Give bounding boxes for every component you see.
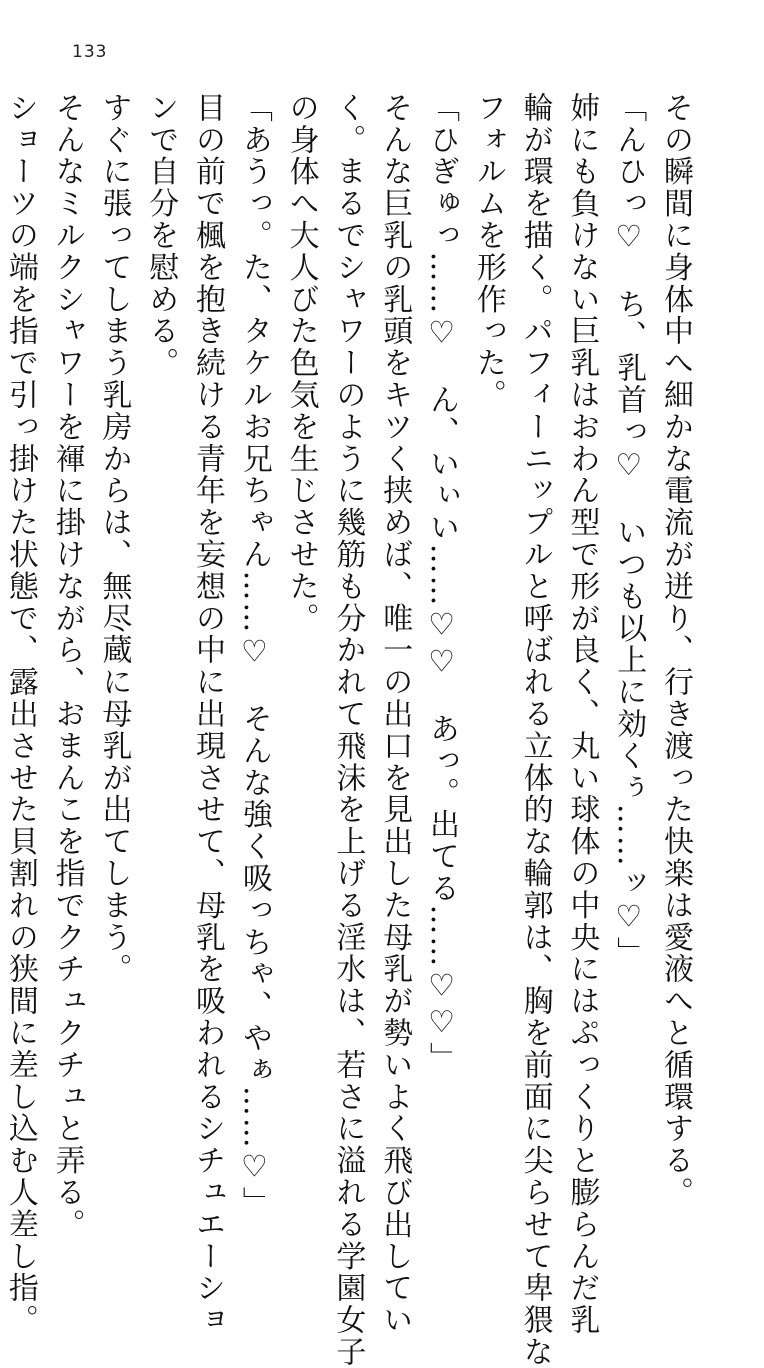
- text-line: すぐに張ってしまう乳房からは、無尽蔵に母乳が出てしまう。: [96, 92, 132, 986]
- text-line: く。まるでシャワーのように幾筋も分かれて飛沫を上げる淫水は、若さに溢れる学園女子: [330, 92, 366, 1368]
- text-line: そんなミルクシャワーを褌に掛けながら、おまんこを指でクチュクチュと弄る。: [49, 92, 85, 1241]
- text-line: 目の前で楓を抱き続ける青年を妄想の中に出現させて、母乳を吸われるシチュエーショ: [190, 92, 226, 1337]
- text-line: 「あうっ。た、タケルお兄ちゃん……♡ そんな強く吸っちゃ、やぁ……♡」: [236, 92, 272, 1219]
- text-line: ンで自分を慰める。: [143, 92, 179, 380]
- text-line: そんな巨乳の乳頭をキツく挟めば、唯一の出口を見出した母乳が勢いよく飛び出してい: [377, 92, 413, 1337]
- page-number: 133: [72, 42, 108, 62]
- text-line: 輪が環を描く。パフィーニップルと呼ばれる立体的な輪郭は、胸を前面に尖らせて卑猥な: [517, 92, 553, 1368]
- text-line: その瞬間に身体中へ細かな電流が迸り、行き渡った快楽は愛液へと循環する。: [658, 92, 693, 1209]
- text-line: 「んひっ♡ ち、乳首っ♡ いつも以上に効くぅ……ッ♡」: [611, 92, 647, 969]
- text-line: ショーツの端を指で引っ掛けた状態で、露出させた貝割れの狭間に差し込む人差し指。: [2, 92, 38, 1337]
- vertical-body-text: [0, 92, 698, 1368]
- text-line: の身体へ大人びた色気を生じさせた。: [283, 92, 319, 635]
- text-line: 「ひぎゅっ……♡ ん、いぃい……♡♡ あっ。出てる……♡♡」: [424, 92, 460, 1074]
- text-line: フォルムを形作った。: [470, 92, 506, 411]
- text-line: 姉にも負けない巨乳はおわん型で形が良く、丸い球体の中央にはぷっくりと膨らんだ乳: [564, 92, 600, 1337]
